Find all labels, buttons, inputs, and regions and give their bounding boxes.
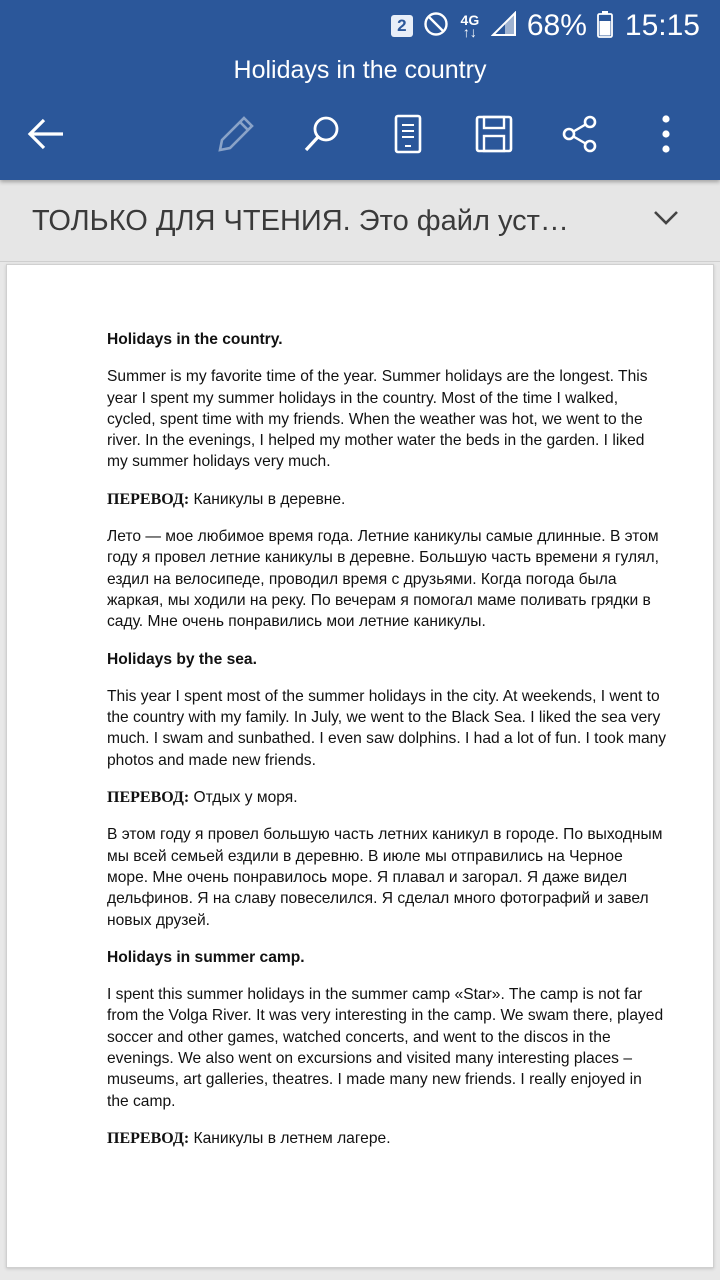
read-only-banner[interactable] [0,180,720,262]
document-content [107,329,667,1165]
battery-percent: 68% [526,9,587,42]
section-heading: Holidays by the sea. [107,650,257,668]
sim-badge: 2 [391,15,413,37]
more-icon [660,114,672,159]
paragraph: В этом году я провел большую часть летних каникул в городе. По выходным мы всей семьей ездили в деревню. В июле мы отправились на Черное море. Мне очень понравилось море. Я плавал и загорал. Я даже видел дельфинов. Я на славу повеселился. Я сделал много фотографий и завел новых друзей. [107,826,663,929]
back-button[interactable] [18,108,74,164]
signal-icon [491,11,517,42]
search-icon [302,114,342,159]
read-only-banner-text: ТОЛЬКО ДЛЯ ЧТЕНИЯ. Это файл уст… [32,205,569,237]
translation-title: Каникулы в деревне. [189,490,346,508]
translation-title: Отдых у моря. [189,789,298,807]
chevron-down-icon [653,210,679,231]
edit-icon [216,114,256,159]
network-type [459,14,481,38]
mobile-view-button[interactable] [380,108,436,164]
document-page[interactable] [6,264,714,1268]
save-icon [474,114,514,159]
share-button[interactable] [552,108,608,164]
banner-expand-button[interactable] [650,204,682,236]
save-button[interactable] [466,108,522,164]
translation-label: ПЕРЕВОД: [107,1129,190,1147]
clock: 15:15 [624,9,700,42]
more-options-button[interactable] [638,108,694,164]
translation-heading [107,489,667,510]
network-label: 4G [460,12,480,28]
paragraph: Summer is my favorite time of the year. Summer holidays are the longest. This year I spent my summer holidays in the country. Most of the time I walked, cycled, spent time with my friends. When the weather was hot, we went to the river. In the evenings, I helped my mother water the beds in the garden. I liked my summer holidays very much. [107,368,648,471]
status-bar [0,0,720,50]
do-not-disturb-icon [423,11,449,42]
section-heading: Holidays in the country. [107,331,283,348]
network-arrows: ↑↓ [462,24,477,40]
translation-label: ПЕРЕВОД: [107,789,190,807]
battery-icon [597,10,613,43]
section-heading: Holidays in summer camp. [107,948,305,966]
toolbar [0,98,720,170]
search-button[interactable] [294,108,350,164]
paragraph: This year I spent most of the summer holidays in the city. At weekends, I went to the country with my family. In July, we went to the Black Sea. I liked the sea very much. I swam and sunbathed. I even saw dolphins. I had a lot of fun. I took many photos and made new friends. [107,687,667,769]
translation-title: Каникулы в летнем лагере. [189,1129,391,1147]
translation-label: ПЕРЕВОД: [107,490,190,508]
paragraph: I spent this summer holidays in the summer camp «Star». The camp is not far from the Volga River. It was very interesting in the camp. We swam there, played soccer and other games, watched concerts, and went to the discos in the evenings. We also went on excursions and visited many interesting places – museums, art galleries, theatres. I made many new friends. I really enjoyed in the camp. [107,986,664,1110]
edit-button[interactable] [208,108,264,164]
back-icon [26,116,66,157]
mobile-view-icon [393,114,423,159]
document-title: Holidays in the country [233,56,487,84]
share-icon [560,114,600,159]
translation-heading [107,1128,667,1149]
translation-heading [107,787,667,808]
app-bar [0,0,720,180]
paragraph: Лето — мое любимое время года. Летние каникулы самые длинные. В этом году я провел летние каникулы в деревне. Большую часть времени я гулял, ездил на велосипеде, проводил время с друзьями. Когда погода была жаркая, мы ходили на реку. По вечерам я помогал маме поливать грядки в саду. Мне очень понравились мои летние каникулы. [107,528,659,631]
